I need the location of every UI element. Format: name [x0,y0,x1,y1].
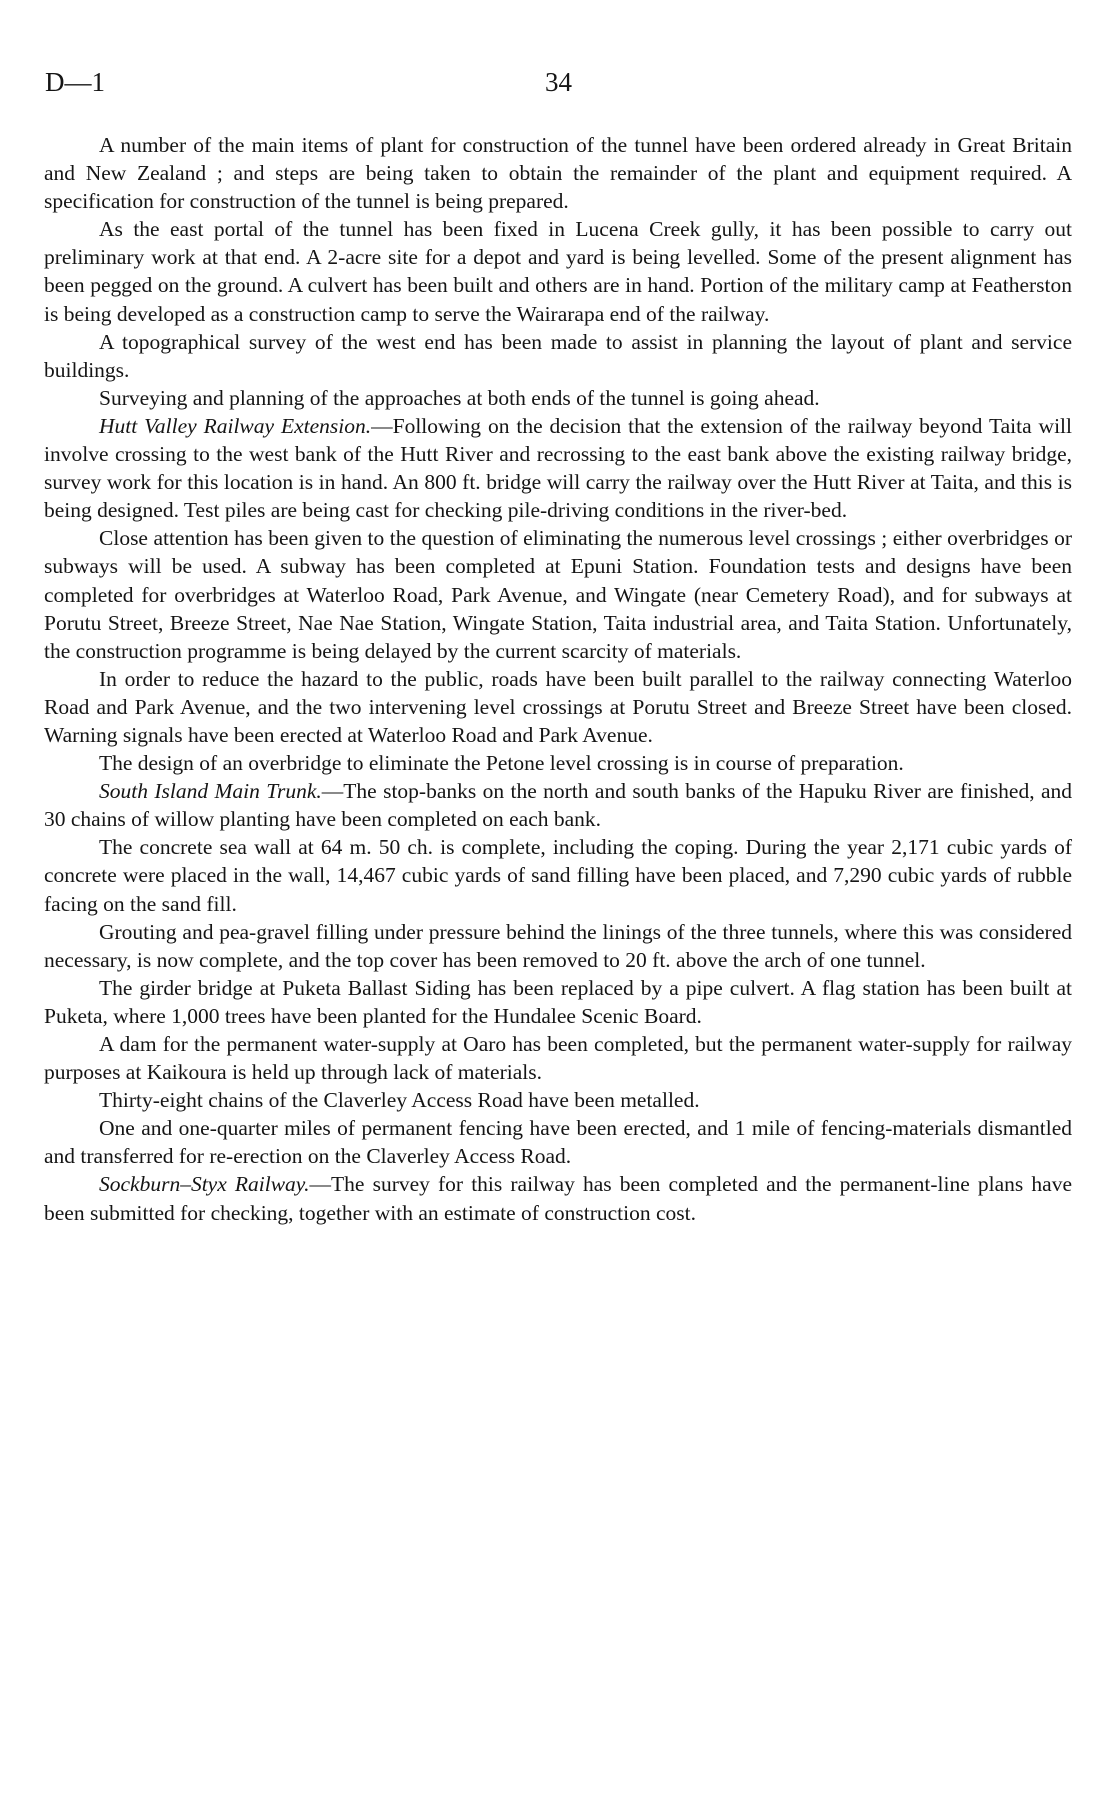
paragraph: South Island Main Trunk.—The stop-banks on the north and south banks of the Hapuku River are finished, and 30 chains of willow planting have been completed on each bank. [44,779,1073,832]
document-body [44,131,1072,1227]
paragraph: A dam for the permanent water-supply at Oaro has been completed, but the permanent water-supply for railway purposes at Kaikoura is held up through lack of materials. [44,1032,1072,1085]
paragraph: Sockburn–Styx Railway.—The survey for this railway has been completed and the permanent-line plans have been submitted for checking, together with an estimate of construction cost. [44,1172,1072,1225]
section-heading: Hutt Valley Railway Extension. [99,413,372,438]
page-number: 34 [545,67,572,97]
paragraph: One and one-quarter miles of permanent fencing have been erected, and 1 mile of fencing-materials dismantled and transferred for re-erection on the Claverley Access Road. [44,1116,1072,1169]
paragraph: A number of the main items of plant for construction of the tunnel have been ordered already in Great Britain and New Zealand ; and steps are being taken to obtain the remainder of the plant and equipment required. A specification for construction of the tunnel is being prepared. [44,133,1072,214]
paragraph: The concrete sea wall at 64 m. 50 ch. is complete, including the coping. During the year 2,171 cubic yards of concrete were placed in the wall, 14,467 cubic yards of sand filling have been placed, and 7,290 cubic yards of rubble facing on the sand fill. [44,835,1072,916]
paragraph: Hutt Valley Railway Extension.—Following on the decision that the extension of the railway beyond Taita will involve crossing to the west bank of the Hutt River and recrossing to the east bank above the existing railway bridge, survey work for this location is in hand. An 800 ft. bridge will carry the railway over the Hutt River at Taita, and this is being designed. Test piles are being cast for checking pile-driving conditions in the river-bed. [44,413,1072,523]
section-heading: South Island Main Trunk. [99,779,322,804]
paragraph: In order to reduce the hazard to the public, roads have been built parallel to the railway connecting Waterloo Road and Park Avenue, and the two intervening level crossings at Porutu Street and Breeze Street have been closed. Warning signals have been erected at Waterloo Road and Park Avenue. [44,666,1072,747]
paragraph: Thirty-eight chains of the Claverley Access Road have been metalled. [99,1088,700,1113]
paragraph: Grouting and pea-gravel filling under pressure behind the linings of the three tunnels, where this was considered necessary, is now complete, and the top cover has been removed to 20 ft. above the arch of one tunnel. [44,919,1072,972]
paragraph: The design of an overbridge to eliminate the Petone level crossing is in course of preparation. [99,751,904,776]
paragraph: Close attention has been given to the question of eliminating the numerous level crossings ; either overbridges or subways will be used. A subway has been completed at Epuni Station. Foundation tests and designs have been completed for overbridges at Waterloo Road, Park Avenue, and Wingate (near Cemetery Road), and for subways at Porutu Street, Breeze Street, Nae Nae Station, Wingate Station, Taita industrial area, and Taita Station. Unfortunately, the construction programme is being delayed by the current scarcity of materials. [44,526,1072,663]
paragraph: Surveying and planning of the approaches at both ends of the tunnel is going ahead. [99,385,820,410]
paragraph: The girder bridge at Puketa Ballast Siding has been replaced by a pipe culvert. A flag station has been built at Puketa, where 1,000 trees have been planted for the Hundalee Scenic Board. [44,975,1072,1028]
document-reference: D—1 [45,67,105,97]
paragraph: A topographical survey of the west end has been made to assist in planning the layout of plant and service buildings. [44,329,1072,382]
section-heading: Sockburn–Styx Railway. [99,1172,310,1197]
page-header [45,62,1072,102]
paragraph: As the east portal of the tunnel has been fixed in Lucena Creek gully, it has been possible to carry out preliminary work at that end. A 2-acre site for a depot and yard is being levelled. Some of the present alignment has been pegged on the ground. A culvert has been built and others are in hand. Portion of the military camp at Featherston is being developed as a construction camp to serve the Wairarapa end of the railway. [44,217,1072,326]
